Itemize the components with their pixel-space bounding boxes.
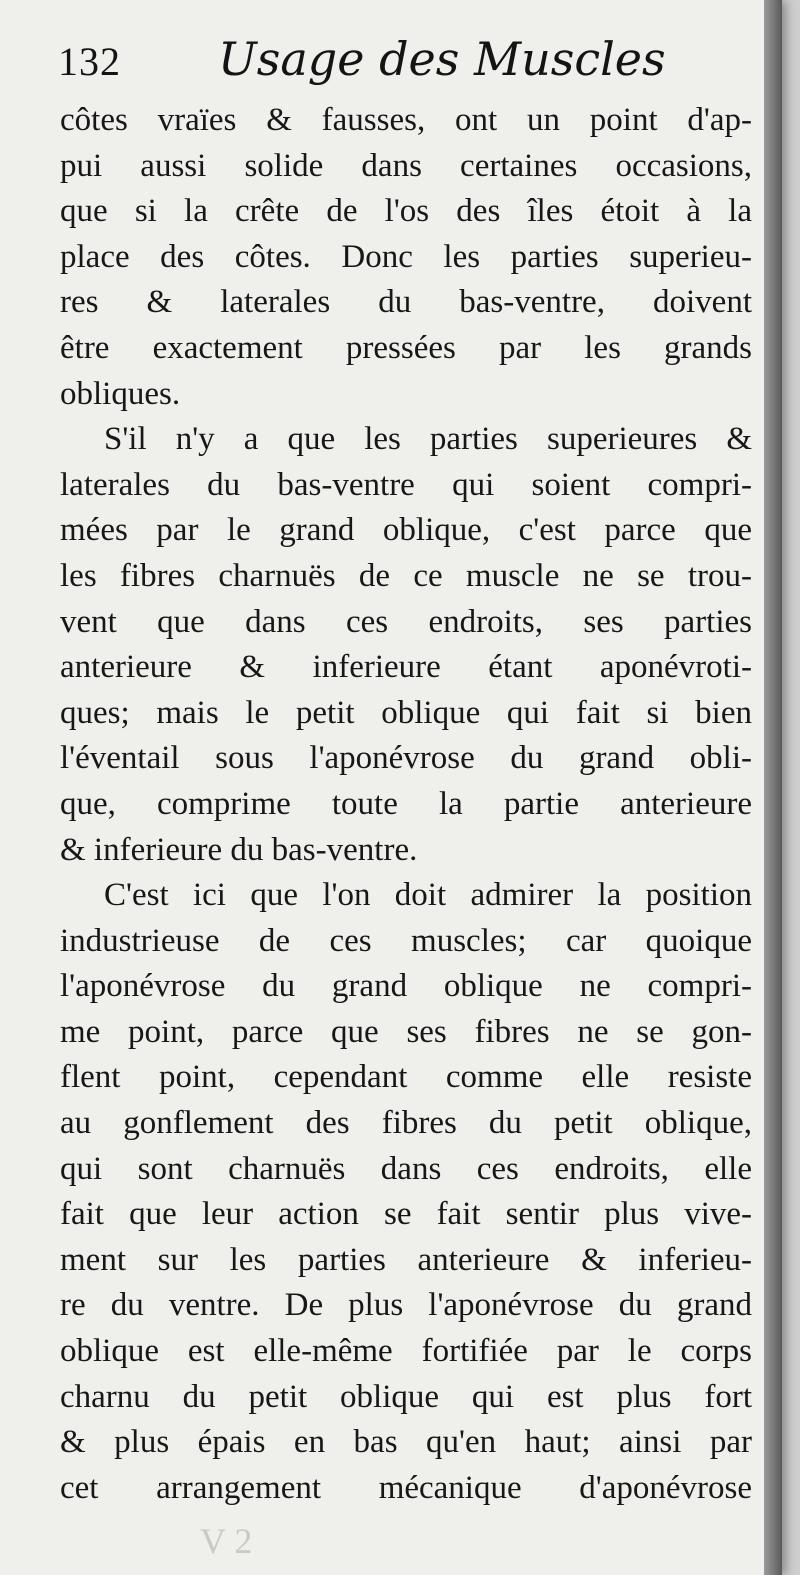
text-line: & plus épais en bas qu'en haut; ainsi par (60, 1424, 752, 1461)
text-line: laterales du bas-ventre qui soient compri- (60, 466, 752, 503)
text-line: l'éventail sous l'aponévrose du grand obli- (60, 740, 752, 777)
text-line: au gonflement des fibres du petit oblique, (60, 1105, 752, 1142)
text-line: qui sont charnuës dans ces endroits, elle (60, 1150, 752, 1187)
text-line: place des côtes. Donc les parties superieu- (60, 238, 752, 275)
text-line: industrieuse de ces muscles; car quoique (60, 922, 752, 959)
page-header (58, 32, 758, 92)
text-line: & inferieure du bas-ventre. (60, 831, 418, 868)
text-line: fait que leur action se fait sentir plus vive- (60, 1196, 752, 1233)
text-line: flent point, cependant comme elle resiste (60, 1059, 752, 1096)
text-line: res & laterales du bas-ventre, doivent (60, 284, 752, 321)
body-text (60, 98, 752, 1511)
text-line: que si la crête de l'os des îles étoit à la (60, 193, 752, 230)
text-line: me point, parce que ses fibres ne se gon- (60, 1013, 752, 1050)
text-line: l'aponévrose du grand oblique ne compri- (60, 968, 752, 1005)
text-line: re du ventre. De plus l'aponévrose du grand (60, 1287, 752, 1324)
text-line: les fibres charnuës de ce muscle ne se trou- (60, 557, 752, 594)
running-title: Usage des Muscles (218, 32, 666, 86)
paragraph-start-line: S'il n'y a que les parties superieures & (104, 421, 752, 458)
text-line: obliques. (60, 375, 181, 412)
text-line: oblique est elle-même fortifiée par le corps (60, 1333, 752, 1370)
text-line: vent que dans ces endroits, ses parties (60, 603, 752, 640)
page-edge-shadow (764, 0, 782, 1575)
text-line: charnu du petit oblique qui est plus fort (60, 1378, 752, 1415)
text-line: ques; mais le petit oblique qui fait si bien (60, 694, 752, 731)
paragraph-start-line: C'est ici que l'on doit admirer la position (104, 877, 752, 914)
text-line: que, comprime toute la partie anterieure (60, 785, 752, 822)
text-line: cet arrangement mécanique d'aponévrose (60, 1469, 752, 1506)
page-number: 132 (58, 39, 121, 84)
signature-mark: V 2 (200, 1521, 253, 1561)
text-line: pui aussi solide dans certaines occasions, (60, 147, 752, 184)
text-line: ment sur les parties anterieure & inferieu- (60, 1241, 752, 1278)
text-line: être exactement pressées par les grands (60, 329, 752, 366)
text-line: mées par le grand oblique, c'est parce que (60, 512, 752, 549)
text-line: côtes vraïes & fausses, ont un point d'ap- (60, 102, 752, 138)
text-line: anterieure & inferieure étant aponévroti- (60, 649, 752, 686)
